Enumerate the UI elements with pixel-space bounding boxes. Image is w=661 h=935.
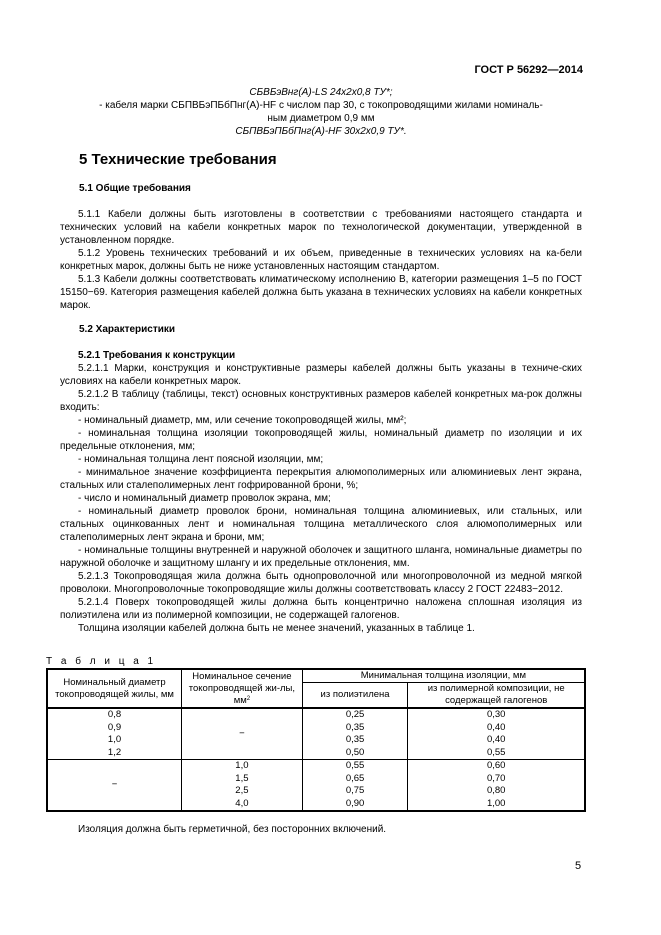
list-item: - минимальное значение коэффициента перекрытия алюмополимерных или алюминиевых лент экрана, стальных или сталеполимерных лент гофрированной брони, %; bbox=[60, 467, 582, 491]
para-5-1-2: 5.1.2 Уровень технических требований и их объем, приведенные в технических условиях на ка-бели конкретных марок, должны быть не ниже установленных настоящим стандартом. bbox=[60, 248, 582, 272]
document-id-header: ГОСТ Р 56292—2014 bbox=[474, 64, 583, 76]
header-min-thickness-group: Минимальная толщина изоляции, мм bbox=[302, 669, 585, 683]
diameter-cell: − bbox=[47, 760, 182, 812]
section-5-2-body bbox=[60, 349, 582, 635]
intro-cable-desc-cont: ным диаметром 0,9 мм bbox=[267, 113, 375, 124]
header-polyethylene: из полиэтилена bbox=[302, 683, 408, 709]
halogen-free-cell: 0,30 0,40 0,40 0,55 bbox=[408, 708, 585, 760]
section-5-1-title: 5.1 Общие требования bbox=[79, 183, 191, 194]
header-halogen-free: из полимерной композиции, не содержащей галогенов bbox=[408, 683, 585, 709]
header-nominal-diameter: Номинальный диаметр токопроводящей жилы, мм bbox=[47, 669, 182, 708]
section-cell: − bbox=[182, 708, 303, 760]
section-5-2-title: 5.2 Характеристики bbox=[79, 324, 176, 335]
list-item: - номинальная толщина изоляции токопроводящей жилы, номинальный диаметр по изоляции и их предельные отклонения, мм; bbox=[60, 428, 582, 452]
intro-cable-desc: - кабеля марки СБПВБэПБбПнг(А)-HF с числом пар 30, с токопроводящими жилами номиналь- bbox=[99, 100, 543, 111]
table-caption: Т а б л и ц а 1 bbox=[46, 656, 157, 667]
list-item: - номинальный диаметр, мм, или сечение токопроводящей жилы, мм²; bbox=[78, 415, 407, 426]
diameter-cell: 0,8 0,9 1,0 1,2 bbox=[47, 708, 182, 760]
section-cell: 1,0 1,5 2,5 4,0 bbox=[182, 760, 303, 812]
para-5-2-1-3: 5.2.1.3 Токопроводящая жила должна быть однопроволочной или многопроволочной из медной мягкой проволоки. Многопроволочные токопроводящие жилы должны соответствовать классу 2 ГОСТ 22483−2012. bbox=[60, 571, 582, 595]
polyethylene-cell: 0,55 0,65 0,75 0,90 bbox=[302, 760, 408, 812]
table-row-group-1 bbox=[47, 708, 585, 760]
halogen-free-cell: 0,60 0,70 0,80 1,00 bbox=[408, 760, 585, 812]
para-5-2-1-4: 5.2.1.4 Поверх токопроводящей жилы должна быть концентрично наложена сплошная изоляция из полиэтилена или из полимерной композиции, не содержащей галогенов. bbox=[60, 597, 582, 621]
after-table-note: Изоляция должна быть герметичной, без посторонних включений. bbox=[78, 824, 387, 835]
section-5-1-body bbox=[60, 208, 582, 312]
list-item: - число и номинальный диаметр проволок экрана, мм; bbox=[78, 493, 331, 504]
intro-cable-code-2: СБПВБэПБбПнг(A)-HF 30x2x0,9 ТУ*. bbox=[235, 126, 407, 137]
table-row-group-2 bbox=[47, 760, 585, 812]
para-5-2-1-2: 5.2.1.2 В таблицу (таблицы, текст) основных конструктивных размеров кабелей конкретных ма-рок должны входить: bbox=[60, 389, 582, 413]
para-5-2-1-1: 5.2.1.1 Марки, конструкция и конструктивные размеры кабелей должны быть указаны в техниче-ских условиях на кабели конкретных марок. bbox=[60, 363, 582, 387]
page-number: 5 bbox=[575, 860, 582, 872]
polyethylene-cell: 0,25 0,35 0,35 0,50 bbox=[302, 708, 408, 760]
para-5-1-1: 5.1.1 Кабели должны быть изготовлены в соответствии с требованиями настоящего стандарта и технических условий на кабели конкретных марок по технологической документации, утвержденной в установленном порядке. bbox=[60, 209, 582, 246]
header-nominal-section: Номинальное сечение токопроводящей жи-лы, $мм^2$ bbox=[182, 669, 303, 708]
insulation-thickness-table bbox=[46, 668, 586, 812]
para-insulation-thickness: Толщина изоляции кабелей должна быть не менее значений, указанных в таблице 1. bbox=[78, 623, 475, 634]
section-5-2-1-title: 5.2.1 Требования к конструкции bbox=[78, 350, 236, 361]
para-5-1-3: 5.1.3 Кабели должны соответствовать климатическому исполнению В, категории размещения 1–5 по ГОСТ 15150−69. Категория размещения кабелей должна быть указана в технических условиях на кабели конкретных марок. bbox=[60, 274, 582, 311]
intro-block bbox=[60, 86, 582, 138]
list-item: - номинальный диаметр проволок брони, номинальная толщина алюминиевых, или стальных, или стальных оцинкованных лент и номинальная толщина металлического слоя алюмополимерных или сталеполимерных лент экрана и брони, мм; bbox=[60, 506, 582, 543]
list-item: - номинальная толщина лент поясной изоляции, мм; bbox=[78, 454, 324, 465]
intro-cable-code-1: СБВБэВнг(A)-LS 24x2x0,8 ТУ*; bbox=[249, 87, 393, 98]
section-5-title: 5 Технические требования bbox=[79, 151, 277, 168]
list-item: - номинальные толщины внутренней и наружной оболочек и защитного шланга, номинальные диаметры по наружной оболочке и защитному шлангу и их предельные отклонения, мм. bbox=[60, 545, 582, 569]
